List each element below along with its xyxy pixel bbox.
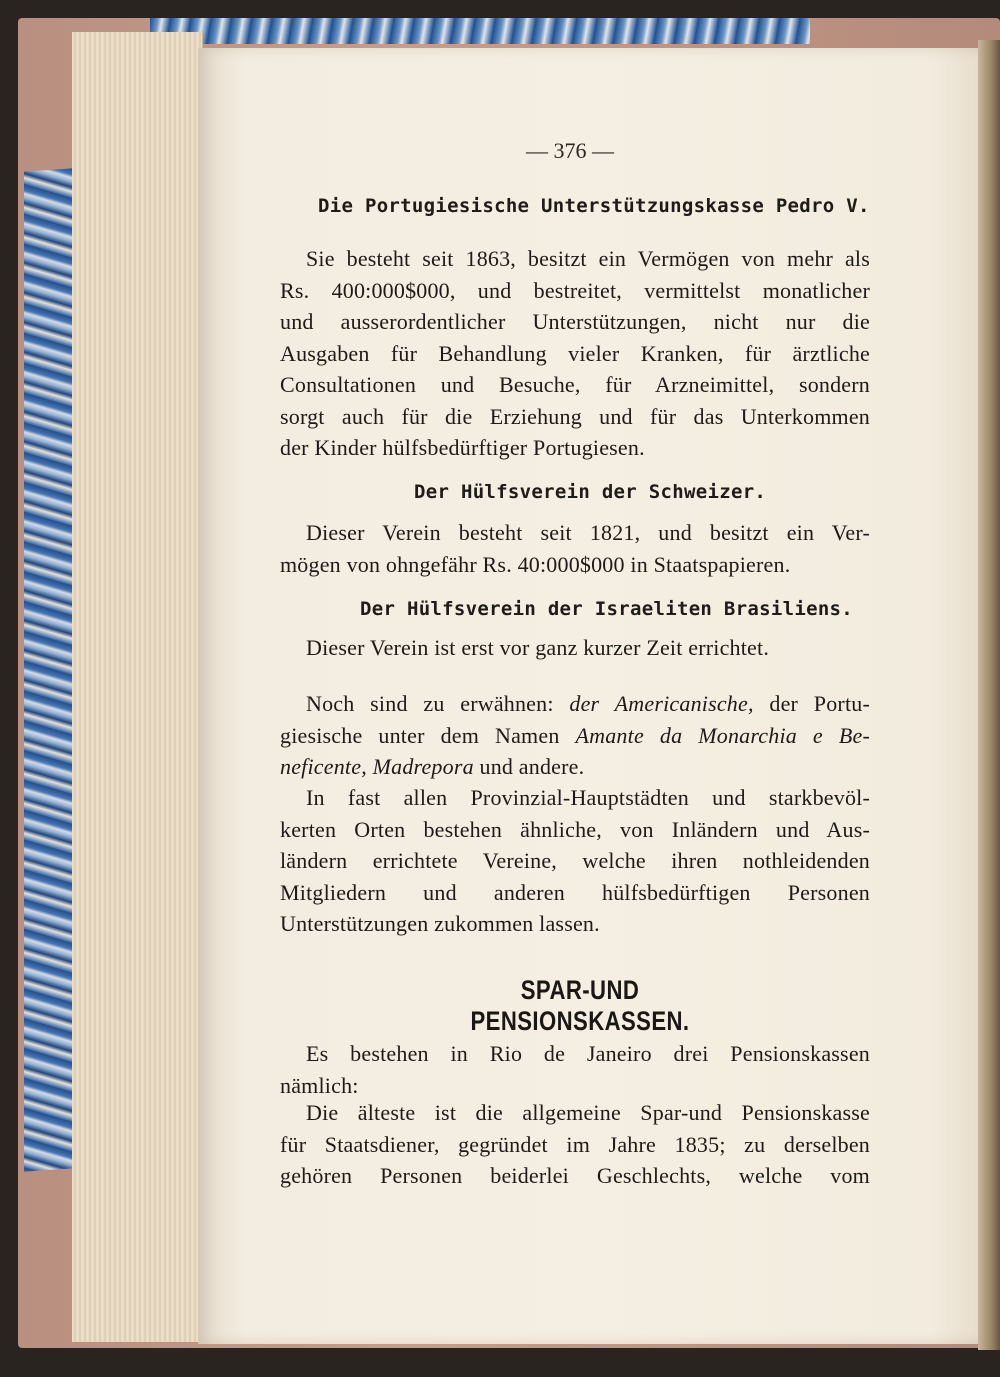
text-line — [280, 751, 870, 783]
paragraph-provinz — [280, 782, 870, 940]
italic-fragment: Amante da Monarchia e Be- — [575, 722, 870, 748]
text-line: ländern errichtete Vereine, welche ihren nothleidenden — [280, 848, 870, 873]
section-heading-israeliten: Der Hülfsverein der Israeliten Brasiliens. — [360, 598, 854, 620]
paragraph-portugiesische — [280, 243, 870, 464]
marbled-edge-left — [24, 168, 72, 1171]
text-fragment: giesische unter dem Namen — [280, 722, 576, 748]
text-line: Unterstützungen zukommen lassen. — [280, 911, 600, 936]
text-fragment: und andere. — [473, 754, 585, 779]
text-line: für Staatsdiener, gegründet im Jahre 1835; zu derselben — [280, 1131, 870, 1157]
text-line: und ausserordentlicher Unterstützungen, nicht nur die — [280, 309, 870, 334]
italic-fragment: neficente, Madrepora — [280, 754, 474, 779]
text-fragment: der Portu- — [753, 691, 870, 716]
chapter-heading-sparkassen: SPAR-UND PENSIONSKASSEN. — [470, 975, 690, 1036]
italic-fragment: der Americanische, — [569, 691, 754, 716]
text-line: In fast allen Provinzial-Hauptstädten und starkbevöl- — [306, 785, 870, 810]
page-number: — 376 — — [526, 138, 614, 163]
text-line: Es bestehen in Rio de Janeiro drei Pensionskassen — [306, 1041, 870, 1066]
text-line: mögen von ohngefähr Rs. 40:000$000 in Staatspapieren. — [280, 551, 791, 577]
text-line: Die älteste ist die allgemeine Spar-und Pensionskasse — [306, 1100, 870, 1125]
page-edge-stack — [72, 32, 203, 1342]
paragraph-israeliten — [280, 632, 870, 664]
text-line: Sie besteht seit 1863, besitzt ein Vermögen von mehr als — [306, 246, 870, 271]
section-heading-portugiesische: Die Portugiesische Unterstützungskasse Pedro V. — [318, 195, 870, 217]
text-line — [280, 688, 870, 720]
text-line: Dieser Verein besteht seit 1821, und besitzt ein Ver- — [306, 520, 870, 545]
text-line: der Kinder hülfsbedürftiger Portugiesen. — [280, 435, 645, 460]
text-line — [280, 720, 870, 752]
text-line: sorgt auch für die Erziehung und für das Unterkommen — [280, 403, 870, 429]
text-line: gehören Personen beiderlei Geschlechts, welche vom — [280, 1163, 870, 1188]
book-spine-right — [978, 40, 1000, 1350]
text-line: kerten Orten bestehen ähnliche, von Inländern und Aus- — [280, 816, 870, 842]
paragraph-noch — [280, 688, 870, 783]
text-line: Ausgaben für Behandlung vieler Kranken, für ärztliche — [280, 340, 870, 366]
text-line: nämlich: — [280, 1072, 359, 1098]
text-fragment: Noch sind zu erwähnen: — [306, 691, 570, 716]
paragraph-sparkassen-intro — [280, 1038, 870, 1101]
paragraph-schweizer — [280, 517, 870, 580]
section-heading-schweizer: Der Hülfsverein der Schweizer. — [414, 481, 767, 503]
paragraph-sparkassen-body — [280, 1097, 870, 1192]
text-line: Rs. 400:000$000, und bestreitet, vermittelst monatlicher — [280, 277, 870, 303]
text-line: Consultationen und Besuche, für Arzneimittel, sondern — [280, 372, 870, 397]
text-line: Dieser Verein ist erst vor ganz kurzer Zeit errichtet. — [306, 635, 770, 660]
text-line: Mitgliedern und anderen hülfsbedürftigen Personen — [280, 879, 870, 905]
marbled-edge-top — [150, 18, 810, 44]
